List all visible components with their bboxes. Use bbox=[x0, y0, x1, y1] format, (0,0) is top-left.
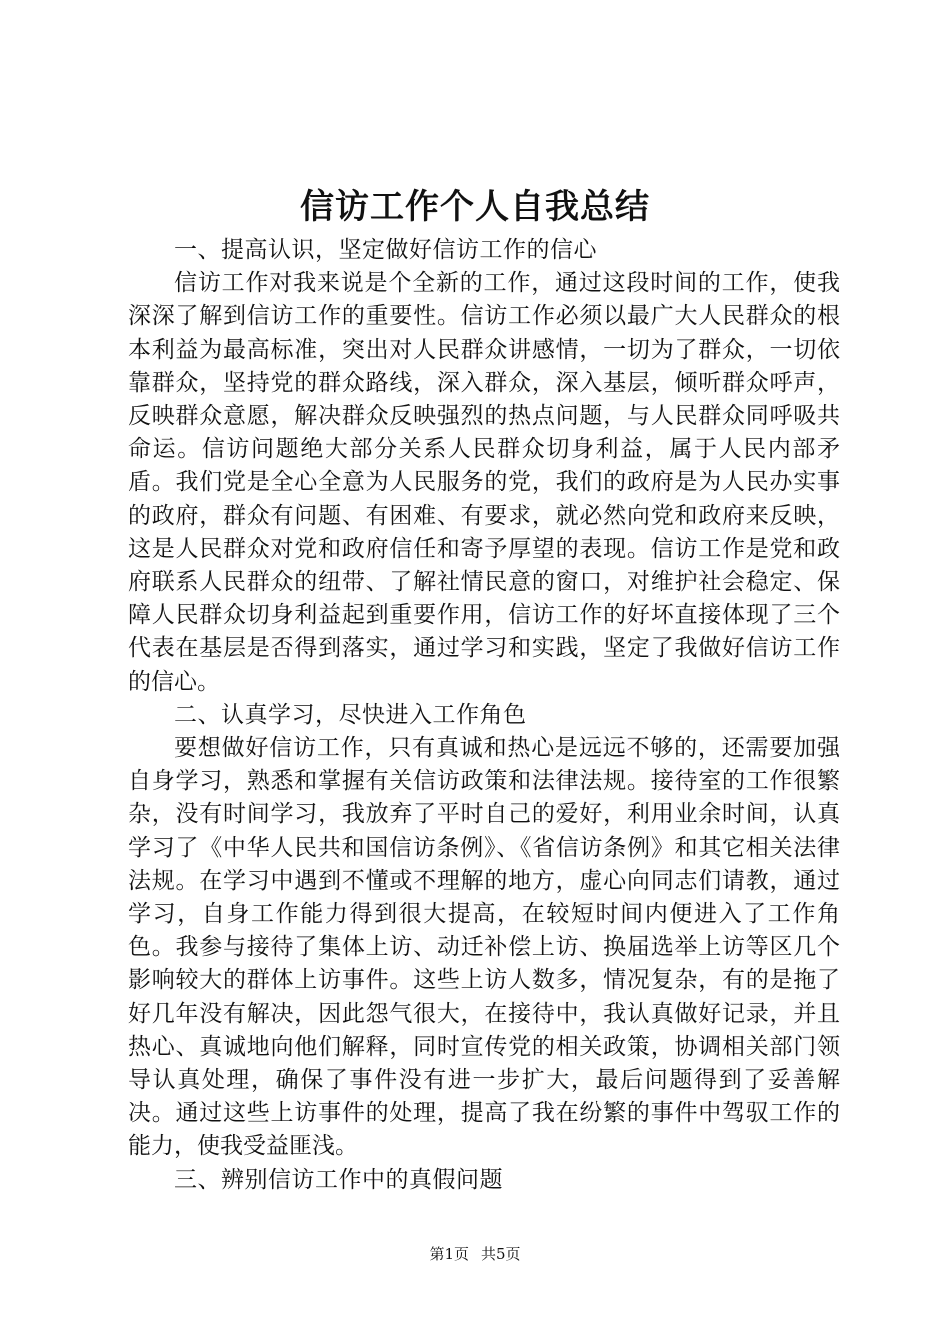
page-number: 第1页 bbox=[429, 1245, 469, 1263]
section-heading-1: 一、提高认识，坚定做好信访工作的信心 bbox=[174, 237, 597, 263]
document-body bbox=[128, 234, 840, 1197]
section-heading-2: 二、认真学习，尽快进入工作角色 bbox=[174, 701, 527, 728]
page-total: 共5页 bbox=[481, 1245, 521, 1263]
document-title: 信访工作个人自我总结 bbox=[300, 187, 650, 227]
section-heading-3: 三、辨别信访工作中的真假问题 bbox=[174, 1166, 503, 1193]
page-footer bbox=[0, 1244, 950, 1264]
paragraph-2: 要想做好信访工作，只有真诚和热心是远远不够的，还需要加强自身学习，熟悉和掌握有关信访政策和法律法规。接待室的工作很繁杂，没有时间学习，我放弃了平时自己的爱好，利用业余时间，认真学习了《中华人民共和国信访条例》、《省信访条例》和其它相关法律法规。在学习中遇到不懂或不理解的地方，虚心向同志们请教，通过学习，自身工作能力得到很大提高，在较短时间内便进入了工作角色。我参与接待了集体上访、动迁补偿上访、换届选举上访等区几个影响较大的群体上访事件。这些上访人数多，情况复杂，有的是拖了好几年没有解决，因此怨气很大，在接待中，我认真做好记录，并且热心、真诚地向他们解释，同时宣传党的相关政策，协调相关部门领导认真处理，确保了事件没有进一步扩大，最后问题得到了妥善解决。通过这些上访事件的处理，提高了我在纷繁的事件中驾驭工作的能力，使我受益匪浅。 bbox=[128, 735, 840, 1160]
paragraph-1: 信访工作对我来说是个全新的工作，通过这段时间的工作，使我深深了解到信访工作的重要性。信访工作必须以最广大人民群众的根本利益为最高标准，突出对人民群众讲感情，一切为了群众，一切依靠群众，坚持党的群众路线，深入群众，深入基层，倾听群众呼声，反映群众意愿，解决群众反映强烈的热点问题，与人民群众同呼吸共命运。信访问题绝大部分关系人民群众切身利益，属于人民内部矛盾。我们党是全心全意为人民服务的党，我们的政府是为人民办实事的政府，群众有问题、有困难、有要求，就必然向党和政府来反映，这是人民群众对党和政府信任和寄予厚望的表现。信访工作是党和政府联系人民群众的纽带、了解社情民意的窗口，对维护社会稳定、保障人民群众切身利益起到重要作用，信访工作的好坏直接体现了三个代表在基层是否得到落实，通过学习和实践，坚定了我做好信访工作的信心。 bbox=[128, 270, 840, 695]
